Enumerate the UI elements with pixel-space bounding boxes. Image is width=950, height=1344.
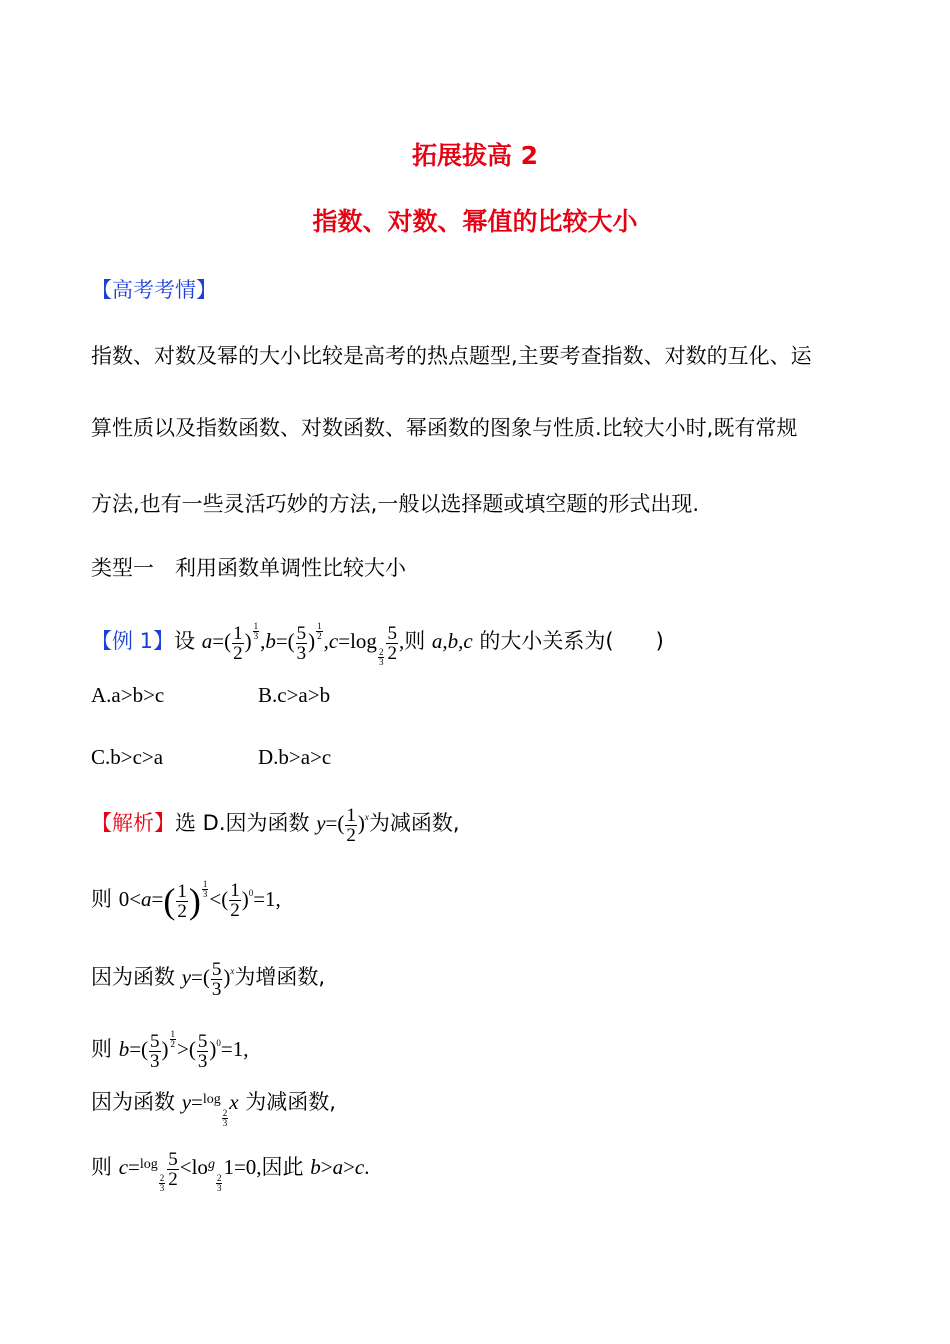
page-title: 拓展拔高 2 [411,141,539,170]
analysis-line-6: 则 c=$^{log}$ $\frac{2}{3}$ $\frac{5}{2}$ $<lo^g$ $\frac{2}{3}$ 1=0,因此 b>a>c. [91,1148,370,1193]
example-1: 【例 1】设 a=( $\frac{1}{2}$ ) $\frac{1}{3}$ ,b=( $\frac{5}{3}$ ) $\frac{1}{2}$ ,c=log $\frac{2}{3}$ $\frac{5}{2}$ ,则 a,b,c 的大小关系为( ) [91,620,664,667]
example-label: 【例 1】 [91,629,175,653]
analysis-line-5: 因为函数 y=$^{log}$ $\frac{2}{3}$ x 为减函数, [91,1090,336,1128]
option-c[interactable]: C.b>c>a [91,745,164,769]
intro-line-3: 方法,也有一些灵活巧妙的方法,一般以选择题或填空题的形式出现. [91,492,700,516]
analysis-line-4: 则 b=( $\frac{5}{3}$ ) $\frac{1}{2}$ >( $\frac{5}{3}$ )0=1, [91,1028,249,1072]
option-d[interactable]: D.b>a>c [258,745,332,769]
page-subtitle: 指数、对数、幂值的比较大小 [312,207,638,236]
analysis-label: 【解析】 [91,811,175,835]
section-header: 【高考考情】 [91,278,217,302]
analysis-line-3: 因为函数 y=( $\frac{5}{3}$ )x为增函数, [91,958,326,1000]
intro-line-1: 指数、对数及幂的大小比较是高考的热点题型,主要考查指数、对数的互化、运 [91,344,812,368]
option-b[interactable]: B.c>a>b [258,683,331,707]
intro-line-2: 算性质以及指数函数、对数函数、幂函数的图象与性质.比较大小时,既有常规 [91,416,798,440]
option-a[interactable]: A.a>b>c [91,683,165,707]
analysis-line-1: 【解析】选 D.因为函数 y=( $\frac{1}{2}$ )x为减函数, [91,804,460,846]
analysis-line-2: 则 0<a=( $\frac{1}{2}$ ) $\frac{1}{3}$ <( $\frac{1}{2}$ )0=1, [91,878,281,922]
type-heading: 类型一 利用函数单调性比较大小 [91,556,406,580]
